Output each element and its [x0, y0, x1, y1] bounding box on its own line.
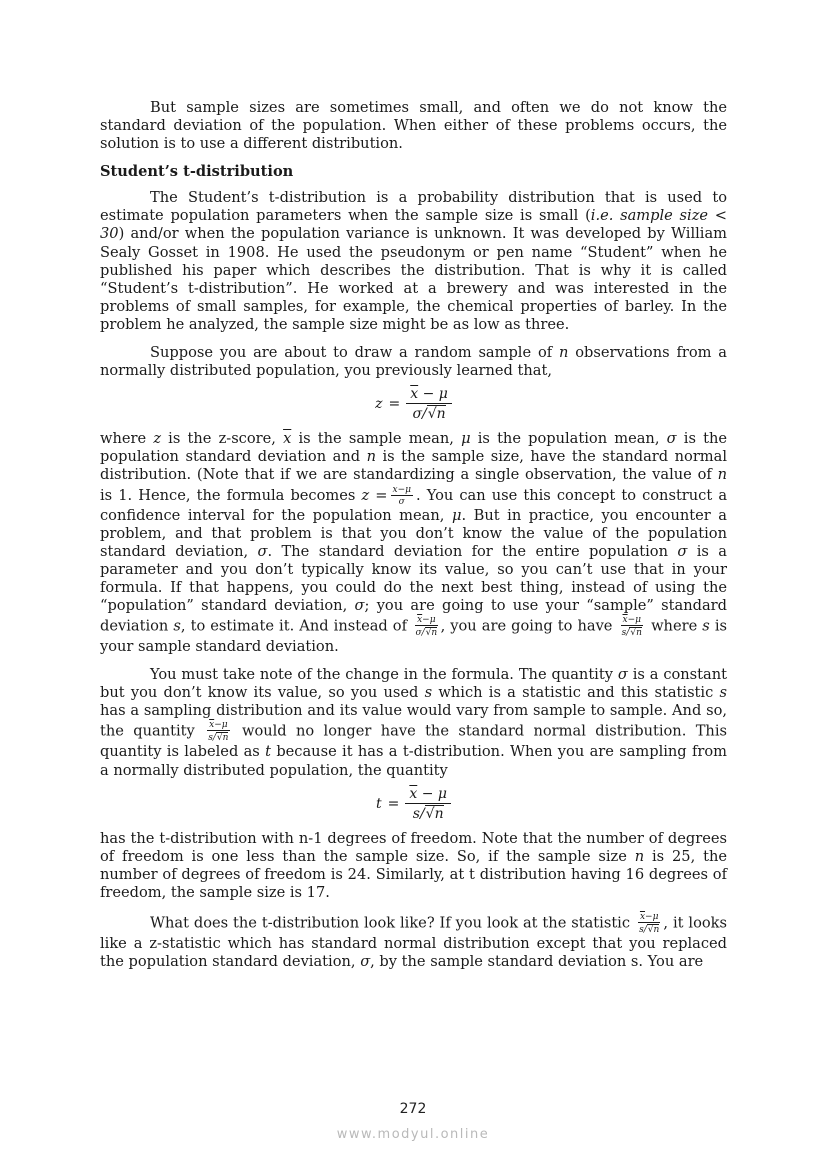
paragraph-note: You must take note of the change in the formula. The quantity σ is a constant but you don’t know its value, so you used s which is a statistic and this statistic s has a sampling distribution and its value would vary from sample to sample. And so, the quantity $\frac{\overline{x}-\mu}{s/√n}$ would no longer have the standard normal distribution. This quantity is labeled as t because it has a t-distribution. When you are sampling from a normally distributed population, the quantity: [100, 666, 728, 779]
inline-fraction-single: $\frac{x-\mu}{\sigma}$: [392, 484, 411, 507]
t-formula: t = $\frac{\overline{x} - \mu}{s/√n}$: [100, 786, 727, 822]
inline-fraction-sigma: $\frac{\overline{x}-\mu}{\sigma/√n}$: [415, 615, 438, 639]
paragraph-where: where z is the z-score, $\overline{x}$ is the sample mean, μ is the population mean, σ is the population standard deviation and n is the sample size, have the standard normal distribution. (Note that if we are standardizing a single observation, the value of n is 1. Hence, the formula becomes z = $\frac{x-\mu}{\sigma}$ . You can use this concept to construct a confidence interval for the population mean, μ. But in practice, you encounter a problem, and that problem is that you don’t know the value of the population standard deviation, σ. The standard deviation for the entire population σ is a parameter and you don’t typically know its value, so you can’t use that in your formula. If that happens, you could do the next best thing, instead of using the “population” standard deviation, σ; you are going to use your “sample” standard deviation s, to estimate it. And instead of $\frac{\overline{x}-\mu}{\sigma/√n}$ , you are going to have $\frac{\overline{x}-\mu}{s/√n}$ where s is your sample standard deviation.: [100, 430, 728, 656]
document-body: [100, 99, 727, 971]
paragraph-shape: What does the t-distribution look like? If you look at the statistic $\frac{\overline{x}-\mu}{s/√n}$ , it looks like a z-statistic which has standard normal distribution except that you replaced the population standard deviation, σ, by the sample standard deviation s. You are: [100, 912, 727, 971]
inline-fraction-statistic: $\frac{\overline{x}-\mu}{s/√n}$: [639, 912, 660, 935]
paragraph-definition: The Student’s t-distribution is a probability distribution that is used to estimate population parameters when the sample size is small (i.e. sample size < 30) and/or when the population variance is unknown. It was developed by William Sealy Gosset in 1908. He used the pseudonym or pen name “Student” when he published his paper which describes the distribution. That is why it is called “Student’s t-distribution”. He worked at a brewery and was interested in the problems of small samples, for example, the chemical properties of barley. In the problem he analyzed, the sample size might be as low as three.: [100, 189, 728, 333]
paragraph-suppose: Suppose you are about to draw a random sample of n observations from a normally distributed population, you previously learned that,: [100, 344, 727, 380]
inline-fraction-s: $\frac{\overline{x}-\mu}{s/√n}$: [621, 615, 642, 639]
section-heading: Student’s t-distribution: [100, 163, 294, 181]
inline-fraction-quantity: $\frac{\overline{x}-\mu}{s/√n}$: [208, 720, 229, 744]
page-number: 272: [399, 1101, 427, 1117]
z-formula: z = $\frac{\overline{x} - \mu}{\sigma/√n}$: [100, 386, 727, 422]
paragraph-degrees-of-freedom: has the t-distribution with n-1 degrees of freedom. Note that the number of degrees of freedom is one less than the sample size. So, if the sample size n is 25, the number of degrees of freedom is 24. Similarly, at t distribution having 16 degrees of freedom, the sample size is 17.: [100, 829, 727, 901]
paragraph-intro: But sample sizes are sometimes small, and often we do not know the standard deviation of the population. When either of these problems occurs, the solution is to use a different distribution.: [100, 99, 727, 153]
watermark: www.modyul.online: [336, 1127, 490, 1142]
